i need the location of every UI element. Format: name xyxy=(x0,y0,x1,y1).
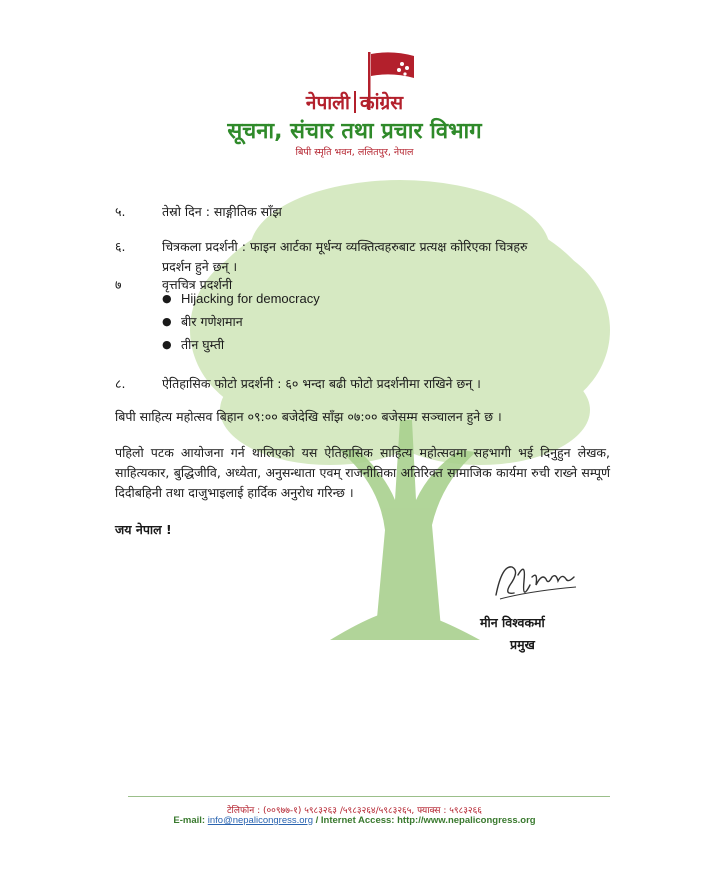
footer-phone: टेलिफोन : (००९७७-१) ५९८३२६३ /५९८३२६४/५९८३२६५, फ्याक्स : ५९८३२६६ xyxy=(227,806,482,816)
party-name xyxy=(0,89,709,115)
documentary-item: तीन घुम्ती xyxy=(181,337,225,352)
item-text: ऐतिहासिक फोटो प्रदर्शनी : ६० भन्दा बढी फोटो प्रदर्शनीमा राखिने छन् । xyxy=(162,376,481,391)
appeal-paragraph: पहिलो पटक आयोजना गर्न थालिएको यस ऐतिहासिक साहित्य महोत्सवमा सहभागी भई दिनुहुन लेखक, साहित्यकार, बुद्धिजीवि, अध्येता, अनुसन्धाता एवम् राजनीतिका अतिरिक्त सामाजिक कार्यमा रुची राख्ने सम्पूर्ण दिदीबहिनी तथा दाजुभाइलाई हार्दिक अनुरोध गरिन्छ । xyxy=(115,445,610,500)
schedule-line: बिपी साहित्य महोत्सव बिहान ०९:०० बजेदेखि साँझ ०७:०० बजेसम्म सञ्चालन हुने छ । xyxy=(115,409,502,424)
closing-line: जय नेपाल ! xyxy=(115,522,172,537)
bullet-icon: ● xyxy=(162,292,172,305)
footer-divider xyxy=(128,796,610,797)
item-text: चित्रकला प्रदर्शनी : फाइन आर्टका मूर्धन्य व्यक्तित्वहरुबाट प्रत्यक्ष कोरिएका चित्रहरु xyxy=(162,239,528,254)
party-name-right: कांग्रेस xyxy=(359,92,404,114)
bullet-icon: ● xyxy=(162,338,172,351)
item-number: ५. xyxy=(115,204,126,219)
email-link[interactable]: info@nepalicongress.org xyxy=(207,815,313,826)
department-title: सूचना, संचार तथा प्रचार विभाग xyxy=(227,119,482,144)
department-address: बिपी स्मृति भवन, ललितपुर, नेपाल xyxy=(295,147,414,158)
item-text: तेस्रो दिन : साङ्गीतिक साँझ xyxy=(162,204,282,219)
item-number: ८. xyxy=(115,376,126,391)
item-number: ७ xyxy=(115,277,122,292)
signatory-name: मीन विश्वकर्मा xyxy=(480,615,545,630)
handwritten-signature xyxy=(490,555,582,610)
documentary-item: बीर गणेशमान xyxy=(181,314,243,329)
footer-contact xyxy=(0,815,709,826)
flag-pole-divider xyxy=(354,91,356,113)
item-text: वृत्तचित्र प्रदर्शनी xyxy=(162,277,233,292)
internet-address[interactable]: / Internet Access: http://www.nepalicongress.org xyxy=(315,815,536,826)
item-number: ६. xyxy=(115,239,126,254)
bullet-icon: ● xyxy=(162,315,172,328)
item-text-continued: प्रदर्शन हुने छन् । xyxy=(162,259,238,274)
party-name-left: नेपाली xyxy=(305,92,350,114)
email-label: E-mail: xyxy=(173,815,206,826)
signatory-title: प्रमुख xyxy=(510,637,535,652)
documentary-item: Hijacking for democracy xyxy=(181,291,320,306)
